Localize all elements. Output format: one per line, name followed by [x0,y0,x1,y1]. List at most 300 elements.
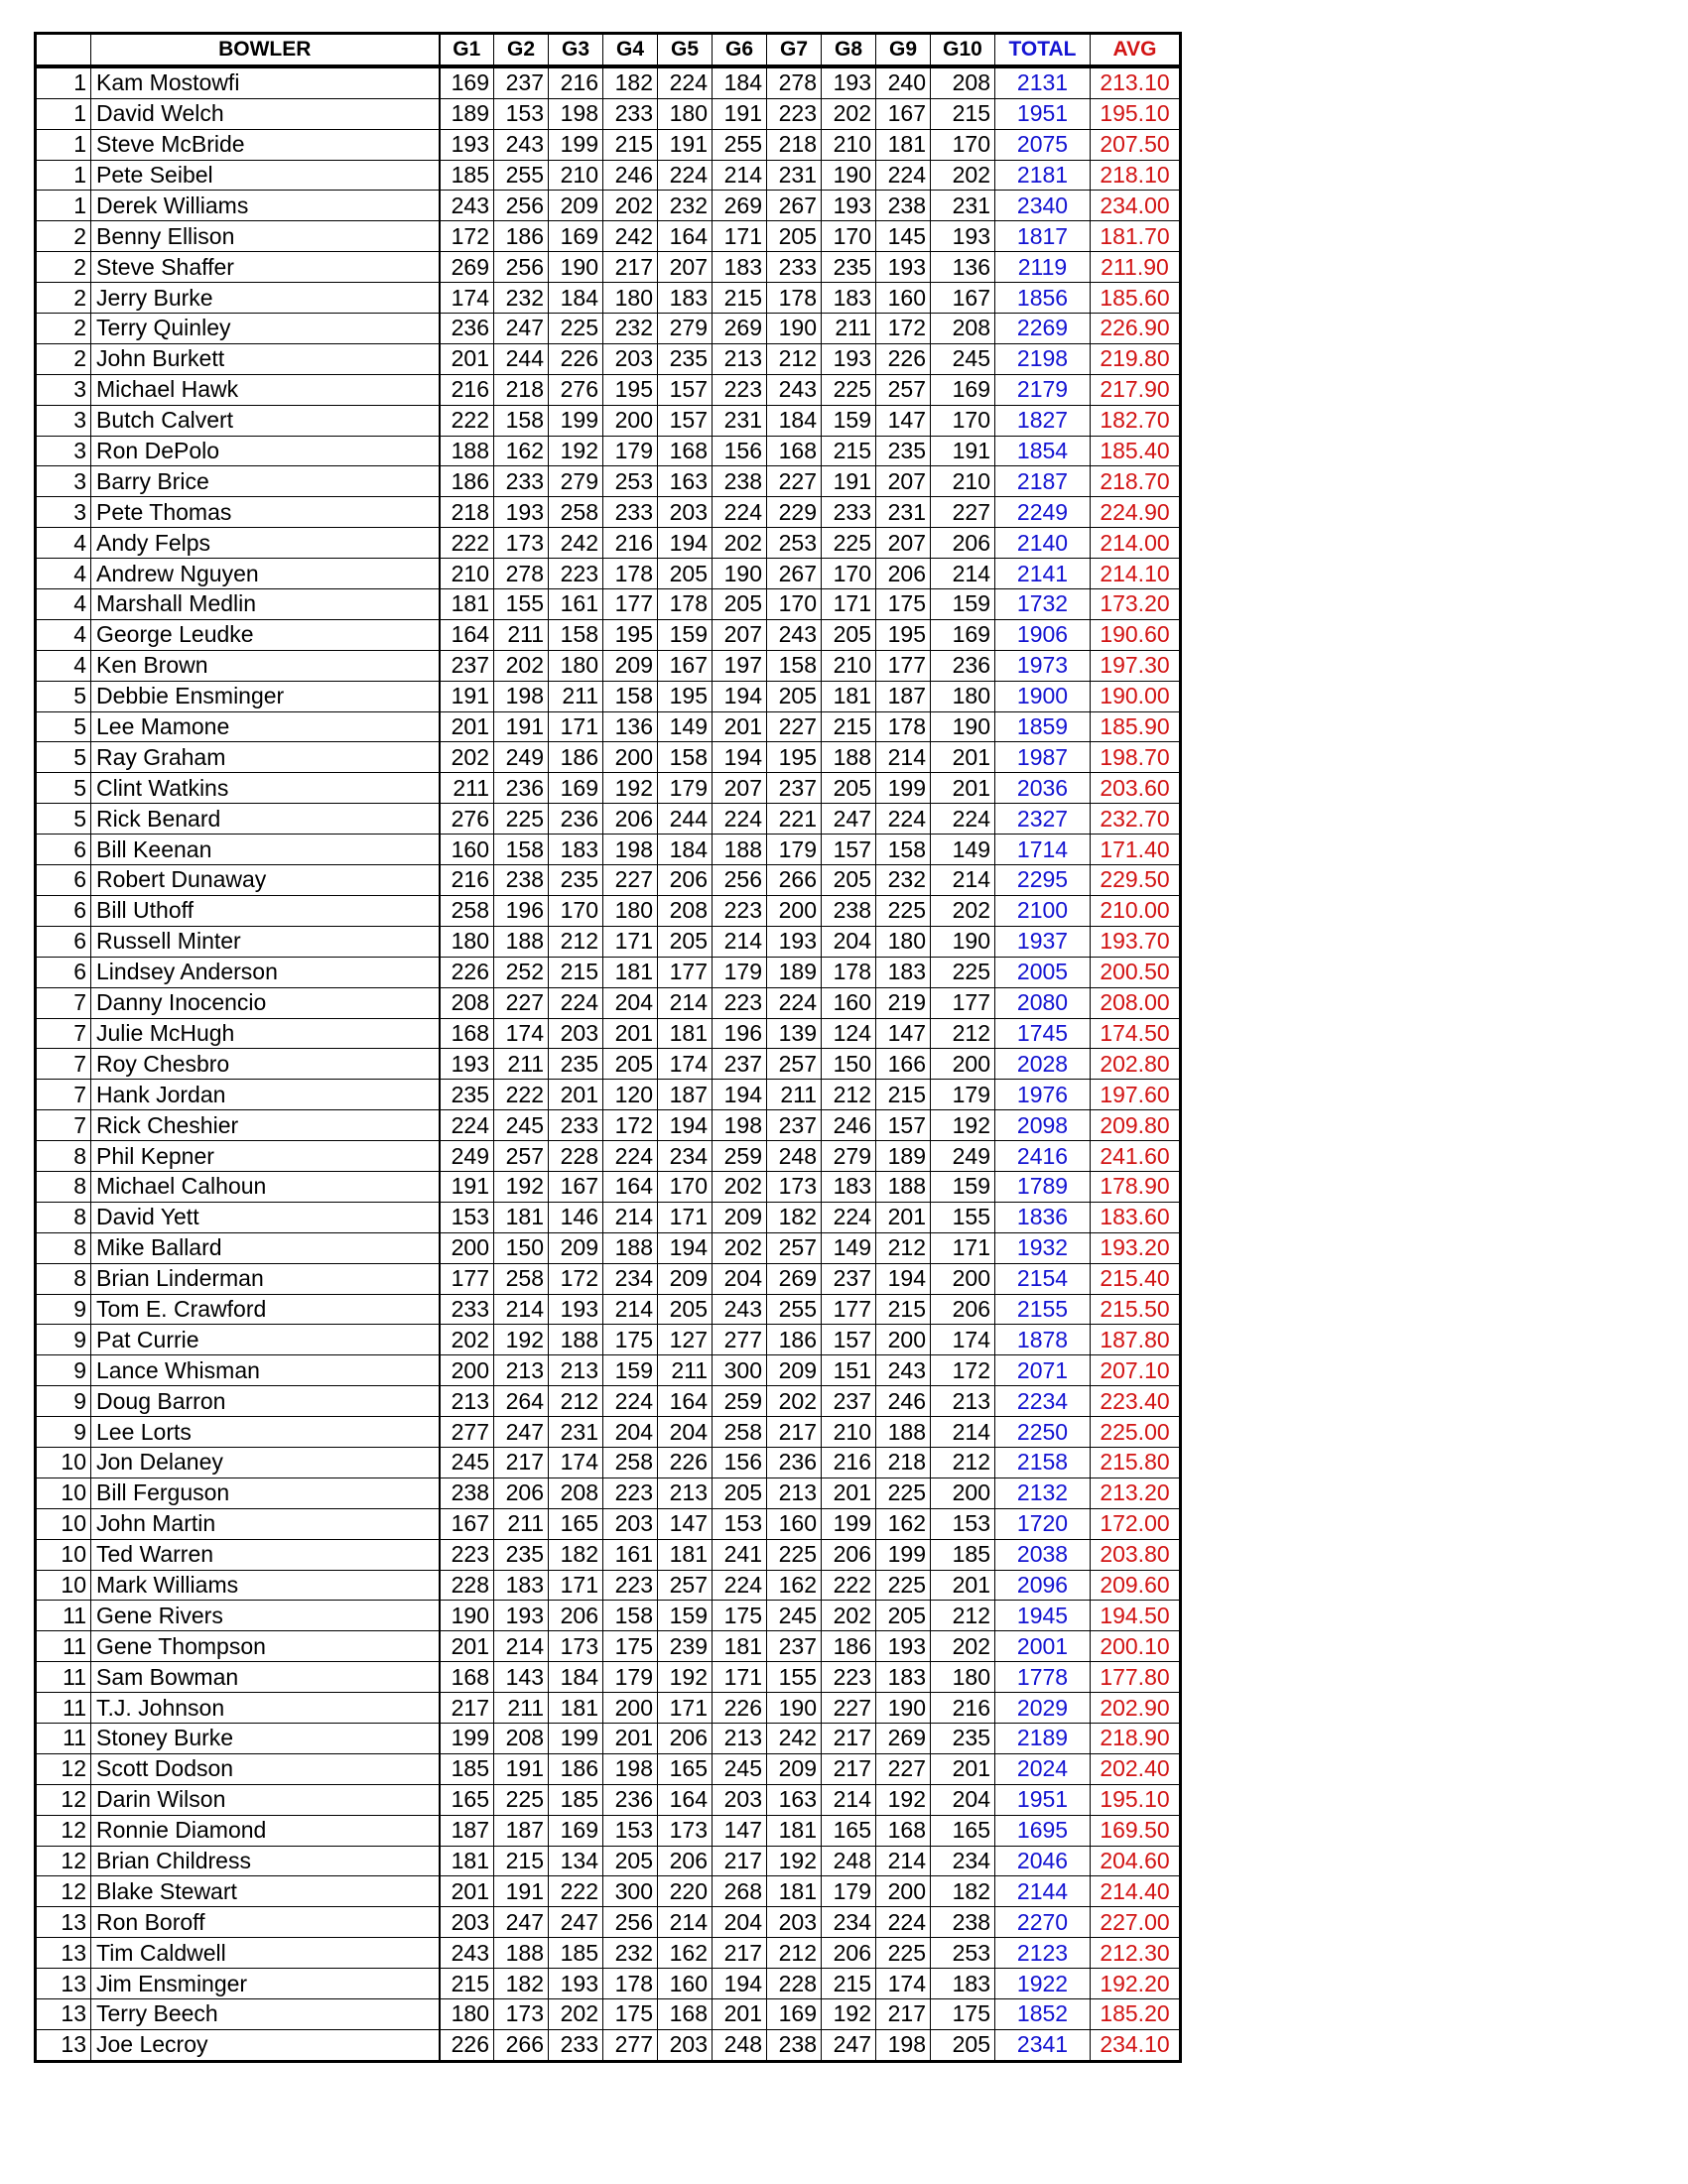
game-score-cell: 158 [876,835,931,865]
column-header: G9 [876,34,931,66]
average-cell: 232.70 [1091,804,1181,835]
game-score-cell: 223 [767,98,822,129]
game-score-cell: 193 [440,129,494,160]
game-score-cell: 202 [931,895,995,926]
game-score-cell: 249 [440,1141,494,1172]
game-score-cell: 233 [549,1110,603,1141]
game-score-cell: 204 [603,987,658,1018]
column-header [36,34,91,66]
game-score-cell: 207 [713,773,767,804]
game-score-cell: 175 [603,1631,658,1662]
game-score-cell: 278 [494,559,549,589]
average-cell: 195.10 [1091,1784,1181,1815]
game-score-cell: 210 [822,650,876,681]
total-cell: 2140 [995,528,1091,559]
game-score-cell: 208 [494,1723,549,1753]
game-score-cell: 259 [713,1141,767,1172]
total-cell: 1856 [995,283,1091,314]
game-score-cell: 172 [440,221,494,252]
game-score-cell: 171 [549,1570,603,1601]
game-score-cell: 257 [876,374,931,405]
rank-cell: 1 [36,66,91,98]
game-score-cell: 192 [658,1662,713,1693]
game-score-cell: 158 [603,1601,658,1631]
average-cell: 197.60 [1091,1080,1181,1110]
game-score-cell: 214 [931,559,995,589]
game-score-cell: 203 [658,2029,713,2061]
game-score-cell: 192 [494,1171,549,1202]
game-score-cell: 193 [440,1049,494,1080]
bowler-name-cell: Jerry Burke [91,283,440,314]
table-row [36,1539,1181,1570]
average-cell: 187.80 [1091,1325,1181,1355]
rank-cell: 2 [36,343,91,374]
game-score-cell: 224 [931,804,995,835]
table-row [36,1294,1181,1325]
game-score-cell: 235 [549,1049,603,1080]
game-score-cell: 161 [549,589,603,620]
game-score-cell: 200 [603,405,658,436]
game-score-cell: 160 [822,987,876,1018]
game-score-cell: 235 [876,436,931,466]
column-header: G7 [767,34,822,66]
game-score-cell: 193 [549,1969,603,1999]
total-cell: 2181 [995,160,1091,191]
game-score-cell: 234 [603,1263,658,1294]
game-score-cell: 205 [603,1846,658,1876]
game-score-cell: 193 [822,66,876,98]
game-score-cell: 258 [440,895,494,926]
game-score-cell: 245 [494,1110,549,1141]
game-score-cell: 193 [494,1601,549,1631]
game-score-cell: 203 [603,1508,658,1539]
rank-cell: 7 [36,987,91,1018]
game-score-cell: 164 [658,221,713,252]
game-score-cell: 211 [549,681,603,711]
average-cell: 193.70 [1091,926,1181,957]
game-score-cell: 211 [494,619,549,650]
game-score-cell: 174 [658,1049,713,1080]
game-score-cell: 191 [494,711,549,742]
game-score-cell: 224 [658,160,713,191]
game-score-cell: 171 [603,926,658,957]
bowler-name-cell: Rick Cheshier [91,1110,440,1141]
game-score-cell: 157 [822,835,876,865]
average-cell: 194.50 [1091,1601,1181,1631]
average-cell: 224.90 [1091,497,1181,528]
game-score-cell: 206 [822,1938,876,1969]
game-score-cell: 200 [931,1263,995,1294]
game-score-cell: 224 [876,160,931,191]
average-cell: 190.00 [1091,681,1181,711]
game-score-cell: 180 [440,926,494,957]
game-score-cell: 181 [494,1202,549,1232]
game-score-cell: 201 [931,1570,995,1601]
total-cell: 2131 [995,66,1091,98]
average-cell: 227.00 [1091,1907,1181,1938]
game-score-cell: 268 [713,1876,767,1907]
game-score-cell: 206 [931,528,995,559]
game-score-cell: 192 [603,773,658,804]
average-cell: 183.60 [1091,1202,1181,1232]
rank-cell: 3 [36,374,91,405]
average-cell: 193.20 [1091,1232,1181,1263]
game-score-cell: 238 [494,865,549,896]
average-cell: 234.10 [1091,2029,1181,2061]
table-row [36,1232,1181,1263]
average-cell: 178.90 [1091,1171,1181,1202]
table-row [36,1263,1181,1294]
rank-cell: 2 [36,221,91,252]
game-score-cell: 201 [440,343,494,374]
total-cell: 1951 [995,1784,1091,1815]
game-score-cell: 200 [440,1355,494,1386]
game-score-cell: 172 [876,314,931,344]
game-score-cell: 178 [603,559,658,589]
game-score-cell: 153 [494,98,549,129]
game-score-cell: 214 [713,926,767,957]
game-score-cell: 238 [767,2029,822,2061]
game-score-cell: 215 [713,283,767,314]
game-score-cell: 168 [658,436,713,466]
game-score-cell: 188 [713,835,767,865]
game-score-cell: 196 [713,1018,767,1049]
game-score-cell: 193 [494,497,549,528]
game-score-cell: 194 [713,742,767,773]
game-score-cell: 212 [767,1938,822,1969]
rank-cell: 11 [36,1662,91,1693]
rank-cell: 4 [36,589,91,620]
game-score-cell: 180 [549,650,603,681]
game-score-cell: 186 [494,221,549,252]
game-score-cell: 178 [876,711,931,742]
game-score-cell: 172 [931,1355,995,1386]
total-cell: 2269 [995,314,1091,344]
game-score-cell: 231 [713,405,767,436]
table-row [36,1938,1181,1969]
game-score-cell: 193 [876,252,931,283]
game-score-cell: 127 [658,1325,713,1355]
game-score-cell: 157 [658,374,713,405]
rank-cell: 13 [36,1938,91,1969]
game-score-cell: 187 [658,1080,713,1110]
bowler-name-cell: Michael Calhoun [91,1171,440,1202]
game-score-cell: 215 [549,957,603,987]
rank-cell: 13 [36,1999,91,2030]
game-score-cell: 217 [713,1846,767,1876]
game-score-cell: 214 [603,1202,658,1232]
game-score-cell: 212 [549,926,603,957]
game-score-cell: 201 [440,711,494,742]
game-score-cell: 213 [767,1477,822,1508]
game-score-cell: 211 [767,1080,822,1110]
game-score-cell: 225 [876,1938,931,1969]
game-score-cell: 224 [658,66,713,98]
total-cell: 2250 [995,1417,1091,1448]
game-score-cell: 199 [549,405,603,436]
game-score-cell: 190 [713,559,767,589]
bowler-name-cell: Butch Calvert [91,405,440,436]
total-cell: 1922 [995,1969,1091,1999]
total-cell: 2046 [995,1846,1091,1876]
game-score-cell: 225 [876,1477,931,1508]
total-cell: 2154 [995,1263,1091,1294]
game-score-cell: 184 [658,835,713,865]
game-score-cell: 188 [494,1938,549,1969]
bowler-name-cell: Pete Thomas [91,497,440,528]
average-cell: 215.40 [1091,1263,1181,1294]
game-score-cell: 188 [549,1325,603,1355]
game-score-cell: 168 [440,1018,494,1049]
average-cell: 214.40 [1091,1876,1181,1907]
game-score-cell: 179 [931,1080,995,1110]
game-score-cell: 181 [658,1539,713,1570]
game-score-cell: 245 [767,1601,822,1631]
game-score-cell: 175 [603,1999,658,2030]
table-row [36,1907,1181,1938]
game-score-cell: 234 [658,1141,713,1172]
rank-cell: 10 [36,1447,91,1477]
game-score-cell: 203 [603,343,658,374]
header-row [36,34,1181,66]
game-score-cell: 248 [822,1846,876,1876]
game-score-cell: 233 [603,497,658,528]
game-score-cell: 211 [440,773,494,804]
bowler-name-cell: George Leudke [91,619,440,650]
table-row [36,66,1181,98]
game-score-cell: 276 [440,804,494,835]
game-score-cell: 168 [440,1662,494,1693]
game-score-cell: 227 [876,1753,931,1784]
total-cell: 2071 [995,1355,1091,1386]
game-score-cell: 177 [876,650,931,681]
game-score-cell: 168 [658,1999,713,2030]
game-score-cell: 214 [931,865,995,896]
game-score-cell: 184 [549,283,603,314]
game-score-cell: 195 [876,619,931,650]
game-score-cell: 181 [603,957,658,987]
rank-cell: 6 [36,926,91,957]
table-row [36,742,1181,773]
table-body [36,66,1181,2061]
game-score-cell: 217 [822,1723,876,1753]
table-row [36,1570,1181,1601]
average-cell: 209.80 [1091,1110,1181,1141]
game-score-cell: 224 [603,1386,658,1417]
rank-cell: 11 [36,1631,91,1662]
game-score-cell: 169 [767,1999,822,2030]
game-score-cell: 224 [876,1907,931,1938]
game-score-cell: 192 [876,1784,931,1815]
total-cell: 1732 [995,589,1091,620]
game-score-cell: 205 [931,2029,995,2061]
game-score-cell: 177 [603,589,658,620]
rank-cell: 1 [36,191,91,221]
game-score-cell: 247 [494,314,549,344]
average-cell: 217.90 [1091,374,1181,405]
game-score-cell: 183 [822,1171,876,1202]
game-score-cell: 209 [549,1232,603,1263]
total-cell: 2340 [995,191,1091,221]
game-score-cell: 227 [494,987,549,1018]
game-score-cell: 184 [549,1662,603,1693]
game-score-cell: 225 [822,374,876,405]
game-score-cell: 203 [658,497,713,528]
rank-cell: 12 [36,1753,91,1784]
rank-cell: 3 [36,405,91,436]
game-score-cell: 164 [440,619,494,650]
game-score-cell: 181 [440,1846,494,1876]
game-score-cell: 206 [876,559,931,589]
game-score-cell: 223 [603,1477,658,1508]
game-score-cell: 179 [713,957,767,987]
game-score-cell: 223 [713,895,767,926]
game-score-cell: 247 [494,1907,549,1938]
game-score-cell: 198 [713,1110,767,1141]
game-score-cell: 179 [603,436,658,466]
game-score-cell: 161 [603,1539,658,1570]
table-row [36,160,1181,191]
game-score-cell: 209 [713,1202,767,1232]
game-score-cell: 256 [713,865,767,896]
game-score-cell: 217 [767,1417,822,1448]
game-score-cell: 226 [876,343,931,374]
game-score-cell: 269 [713,191,767,221]
game-score-cell: 228 [549,1141,603,1172]
game-score-cell: 183 [658,283,713,314]
game-score-cell: 195 [603,374,658,405]
game-score-cell: 209 [767,1753,822,1784]
game-score-cell: 188 [603,1232,658,1263]
game-score-cell: 205 [713,589,767,620]
game-score-cell: 173 [658,1815,713,1846]
game-score-cell: 202 [767,1386,822,1417]
table-row [36,1723,1181,1753]
bowler-name-cell: Andy Felps [91,528,440,559]
game-score-cell: 201 [931,1753,995,1784]
bowler-name-cell: Ronnie Diamond [91,1815,440,1846]
game-score-cell: 231 [767,160,822,191]
game-score-cell: 207 [658,252,713,283]
average-cell: 203.80 [1091,1539,1181,1570]
game-score-cell: 183 [876,957,931,987]
average-cell: 210.00 [1091,895,1181,926]
game-score-cell: 187 [440,1815,494,1846]
game-score-cell: 189 [876,1141,931,1172]
game-score-cell: 194 [658,528,713,559]
game-score-cell: 145 [876,221,931,252]
game-score-cell: 236 [549,804,603,835]
game-score-cell: 195 [767,742,822,773]
game-score-cell: 188 [876,1417,931,1448]
game-score-cell: 202 [822,1601,876,1631]
game-score-cell: 180 [603,283,658,314]
game-score-cell: 249 [494,742,549,773]
column-header: G8 [822,34,876,66]
game-score-cell: 208 [658,895,713,926]
game-score-cell: 185 [931,1539,995,1570]
game-score-cell: 199 [822,1508,876,1539]
game-score-cell: 188 [822,742,876,773]
bowler-name-cell: Lee Lorts [91,1417,440,1448]
game-score-cell: 206 [549,1601,603,1631]
game-score-cell: 216 [440,865,494,896]
game-score-cell: 239 [658,1631,713,1662]
game-score-cell: 183 [549,835,603,865]
game-score-cell: 211 [822,314,876,344]
game-score-cell: 215 [822,1969,876,1999]
game-score-cell: 207 [713,619,767,650]
game-score-cell: 205 [658,559,713,589]
game-score-cell: 191 [713,98,767,129]
game-score-cell: 243 [767,619,822,650]
table-row [36,1969,1181,1999]
table-row [36,926,1181,957]
table-row [36,466,1181,497]
rank-cell: 10 [36,1477,91,1508]
game-score-cell: 199 [549,129,603,160]
table-row [36,1631,1181,1662]
game-score-cell: 160 [876,283,931,314]
bowler-name-cell: Mike Ballard [91,1232,440,1263]
game-score-cell: 156 [713,436,767,466]
game-score-cell: 183 [822,283,876,314]
game-score-cell: 212 [931,1018,995,1049]
bowler-name-cell: Gene Rivers [91,1601,440,1631]
game-score-cell: 175 [603,1325,658,1355]
average-cell: 208.00 [1091,987,1181,1018]
column-header: G6 [713,34,767,66]
game-score-cell: 179 [822,1876,876,1907]
game-score-cell: 205 [822,773,876,804]
table-row [36,804,1181,835]
game-score-cell: 219 [876,987,931,1018]
rank-cell: 10 [36,1508,91,1539]
game-score-cell: 178 [658,589,713,620]
game-score-cell: 269 [713,314,767,344]
game-score-cell: 213 [713,1723,767,1753]
game-score-cell: 188 [494,926,549,957]
game-score-cell: 120 [603,1080,658,1110]
game-score-cell: 212 [767,343,822,374]
total-cell: 1859 [995,711,1091,742]
game-score-cell: 188 [440,436,494,466]
rank-cell: 12 [36,1846,91,1876]
game-score-cell: 201 [713,1999,767,2030]
game-score-cell: 183 [713,252,767,283]
table-row [36,1080,1181,1110]
game-score-cell: 182 [767,1202,822,1232]
game-score-cell: 237 [767,1631,822,1662]
game-score-cell: 223 [440,1539,494,1570]
game-score-cell: 158 [494,835,549,865]
game-score-cell: 182 [931,1876,995,1907]
game-score-cell: 214 [658,987,713,1018]
game-score-cell: 201 [603,1018,658,1049]
game-score-cell: 202 [494,650,549,681]
game-score-cell: 222 [440,405,494,436]
game-score-cell: 160 [440,835,494,865]
rank-cell: 1 [36,129,91,160]
game-score-cell: 231 [549,1417,603,1448]
game-score-cell: 147 [876,405,931,436]
bowler-name-cell: Scott Dodson [91,1753,440,1784]
rank-cell: 3 [36,497,91,528]
game-score-cell: 192 [494,1325,549,1355]
total-cell: 2100 [995,895,1091,926]
game-score-cell: 227 [767,466,822,497]
table-row [36,528,1181,559]
